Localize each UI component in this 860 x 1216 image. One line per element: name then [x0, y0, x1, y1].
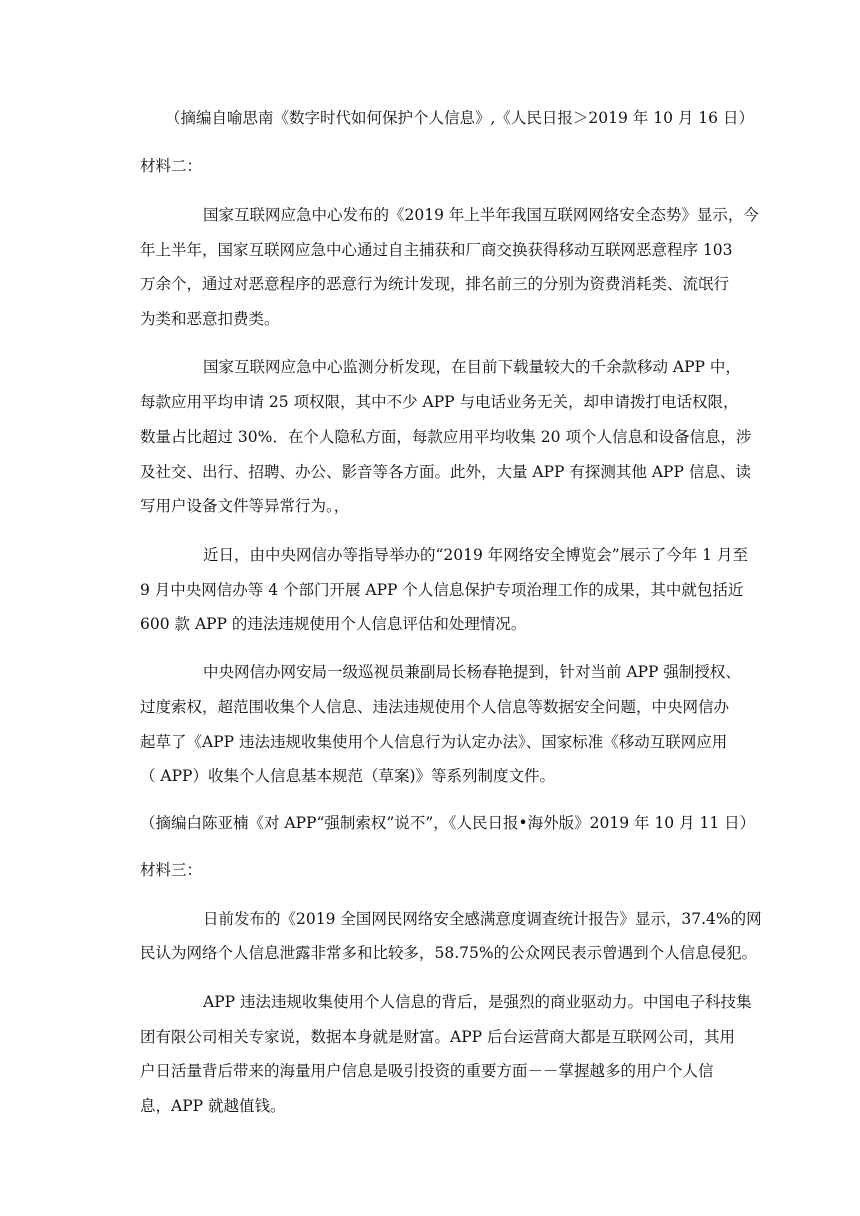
paragraph-line: 日前发布的《2019 全国网民网络安全感满意度调查统计报告》显示，37.4%的网	[203, 910, 762, 928]
paragraph-line: 为类和恶意扣费类。	[140, 310, 280, 328]
paragraph-line: APP 违法违规收集使用个人信息的背后，是强烈的商业驱动力。中国电子科技集	[203, 993, 752, 1011]
paragraph-line: 团有限公司相关专家说，数据本身就是财富。APP 后台运营商大都是互联网公司，其用	[140, 1028, 735, 1046]
paragraph-line: 民认为网络个人信息泄露非常多和比较多，58.75%的公众网民表示曾遇到个人信息侵犯。	[140, 944, 758, 962]
paragraph-line: 万余个，通过对恶意程序的恶意行为统计发现，排名前三的分别为资费消耗类、流氓行	[140, 275, 730, 293]
paragraph-line: 息，APP 就越值钱。	[140, 1097, 286, 1115]
paragraph-line: 写用户设备文件等异常行为。，	[140, 497, 350, 515]
paragraph-line: 9 月中央网信办等 4 个部门开展 APP 个人信息保护专项治理工作的成果，其中就包括近	[140, 581, 744, 599]
paragraph-line: 中央网信办网安局一级巡视员兼副局长杨春艳提到，针对当前 APP 强制授权、	[203, 663, 741, 681]
paragraph-line: 每款应用平均申请 25 项权限，其中不少 APP 与电话业务无关，却申请拨打电话权限，	[140, 393, 739, 411]
paragraph-line: 户日活量背后带来的海量用户信息是吸引投资的重要方面－－掌握越多的用户个人信	[140, 1062, 714, 1080]
section-heading: 材料三：	[140, 861, 203, 879]
paragraph-line: 国家互联网应急中心监测分析发现，在目前下载量较大的千余款移动 APP 中，	[203, 358, 741, 376]
paragraph-line: 年上半年，国家互联网应急中心通过自主捕获和厂商交换获得移动互联网恶意程序 103	[140, 241, 733, 259]
paragraph-line: 及社交、出行、招聘、办公、影音等各方面。此外，大量 APP 有探测其他 APP 信息、读	[140, 463, 751, 481]
paragraph-line: 过度索权，超范围收集个人信息、违法违规使用个人信息等数据安全问题，中央网信办	[140, 698, 730, 716]
paragraph-line: 起草了《APP 违法违规收集使用个人信息行为认定办法》、国家标准《移动互联网应用	[140, 733, 728, 751]
section-heading: 材料二：	[140, 157, 203, 175]
paragraph-line: 数量占比超过 30%．在个人隐私方面，每款应用平均收集 20 项个人信息和设备信息，涉	[140, 428, 752, 446]
source-citation: （摘编白陈亚楠《对 APP“强制索权”说不”，《人民日报•海外版》2019 年 10 月 11 日）	[140, 814, 756, 832]
paragraph-line: 近日，由中央网信办等指导举办的“2019 年网络安全博览会”展示了今年 1 月至	[203, 546, 748, 564]
paragraph-line: （ APP）收集个人信息基本规范（草案)》等系列制度文件。	[140, 767, 556, 785]
paragraph-line: 国家互联网应急中心发布的《2019 年上半年我国互联网网络安全态势》显示，今	[203, 206, 759, 224]
source-citation: （摘编自喻思南《数字时代如何保护个人信息》,《人民日报＞2019 年 10 月 16 日）	[165, 109, 754, 127]
paragraph-line: 600 款 APP 的违法违规使用个人信息评估和处理情况。	[140, 615, 527, 633]
